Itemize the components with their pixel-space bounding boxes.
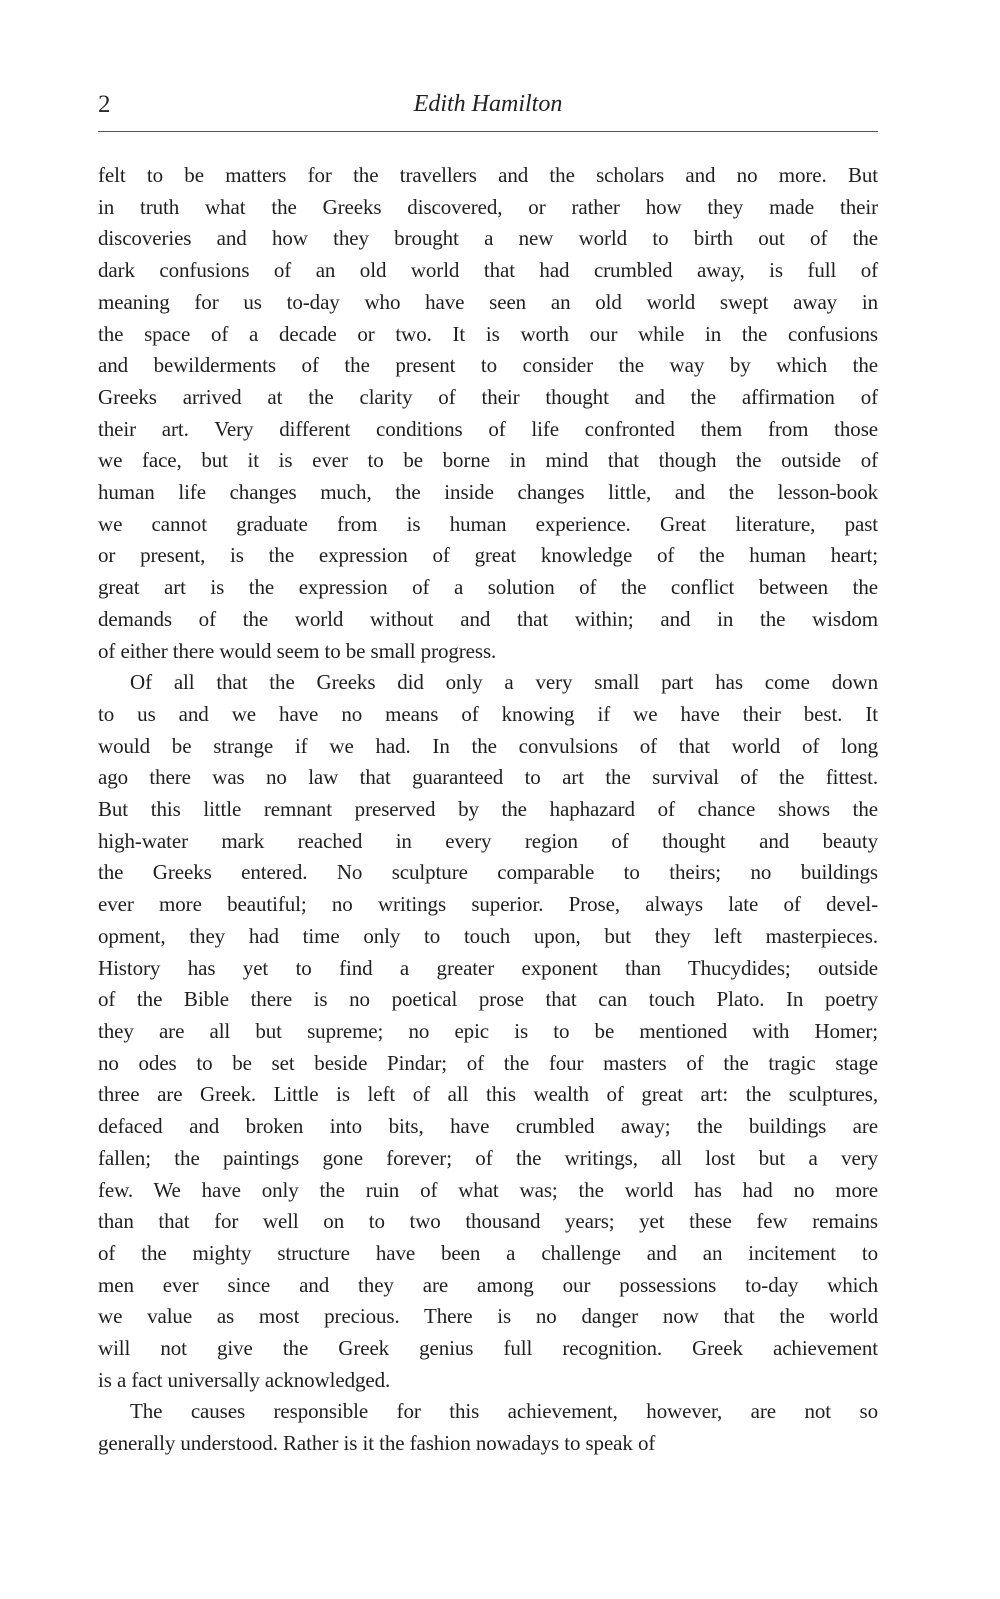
text-line: meaning for us to-day who have seen an old world swept away in — [98, 289, 878, 314]
text-line: The causes responsible for this achievement, however, are not so — [130, 1399, 878, 1424]
text-line: of either there would seem to be small progress. — [98, 638, 497, 663]
text-line: ago there was no law that guaranteed to art the survival of the fittest. — [98, 765, 878, 790]
paragraph — [98, 667, 878, 1396]
page-body — [98, 160, 878, 1460]
text-line: high-water mark reached in every region of thought and beauty — [98, 828, 878, 853]
text-line: in truth what the Greeks discovered, or rather how they made their — [98, 194, 878, 219]
text-line: they are all but supreme; no epic is to be mentioned with Homer; — [98, 1018, 878, 1043]
text-line: would be strange if we had. In the convulsions of that world of long — [98, 733, 878, 758]
text-line: no odes to be set beside Pindar; of the four masters of the tragic stage — [98, 1050, 878, 1075]
paragraph — [98, 1396, 878, 1459]
text-line: discoveries and how they brought a new world to birth out of the — [98, 226, 878, 251]
text-line: felt to be matters for the travellers and the scholars and no more. But — [98, 163, 878, 187]
text-line: will not give the Greek genius full recognition. Greek achievement — [98, 1336, 878, 1361]
text-line: we value as most precious. There is no danger now that the world — [98, 1304, 878, 1329]
text-line: their art. Very different conditions of life confronted them from those — [98, 416, 878, 441]
text-line: generally understood. Rather is it the fashion nowadays to speak of — [98, 1431, 656, 1456]
text-line: and bewilderments of the present to consider the way by which the — [98, 353, 878, 378]
text-line: fallen; the paintings gone forever; of the writings, all lost but a very — [98, 1145, 878, 1170]
text-line: great art is the expression of a solution of the conflict between the — [98, 575, 878, 600]
text-line: men ever since and they are among our possessions to-day which — [98, 1272, 878, 1297]
text-line: of the mighty structure have been a challenge and an incitement to — [98, 1240, 878, 1265]
text-line: opment, they had time only to touch upon, but they left masterpieces. — [98, 923, 878, 948]
text-line: Of all that the Greeks did only a very small part has come down — [130, 670, 878, 695]
text-line: the space of a decade or two. It is worth our while in the confusions — [98, 321, 878, 346]
page-number: 2 — [98, 91, 111, 118]
running-header — [98, 90, 878, 118]
text-line: But this little remnant preserved by the haphazard of chance shows the — [98, 797, 878, 822]
text-line: dark confusions of an old world that had crumbled away, is full of — [98, 258, 878, 283]
running-header-title: Edith Hamilton — [413, 91, 563, 117]
text-line: ever more beautiful; no writings superior. Prose, always late of devel- — [98, 892, 878, 917]
text-line: defaced and broken into bits, have crumbled away; the buildings are — [98, 1114, 878, 1139]
text-line: we face, but it is ever to be borne in mind that though the outside of — [98, 448, 878, 473]
text-line: we cannot graduate from is human experience. Great literature, past — [98, 511, 878, 536]
text-line: than that for well on to two thousand years; yet these few remains — [98, 1209, 878, 1234]
text-line: History has yet to find a greater exponent than Thucydides; outside — [98, 955, 878, 980]
text-line: Greeks arrived at the clarity of their thought and the affirmation of — [98, 384, 878, 409]
text-line: human life changes much, the inside changes little, and the lesson-book — [98, 480, 878, 505]
text-line: demands of the world without and that within; and in the wisdom — [98, 606, 878, 631]
text-line: to us and we have no means of knowing if we have their best. It — [98, 701, 878, 726]
text-line: of the Bible there is no poetical prose that can touch Plato. In poetry — [98, 987, 878, 1012]
text-line: three are Greek. Little is left of all this wealth of great art: the sculptures, — [98, 1082, 878, 1107]
text-line: or present, is the expression of great knowledge of the human heart; — [98, 543, 878, 568]
text-line: is a fact universally acknowledged. — [98, 1367, 391, 1392]
paragraph — [98, 160, 878, 667]
text-line: the Greeks entered. No sculpture comparable to theirs; no buildings — [98, 860, 878, 885]
text-line: few. We have only the ruin of what was; the world has had no more — [98, 1177, 878, 1202]
header-rule — [98, 131, 878, 132]
